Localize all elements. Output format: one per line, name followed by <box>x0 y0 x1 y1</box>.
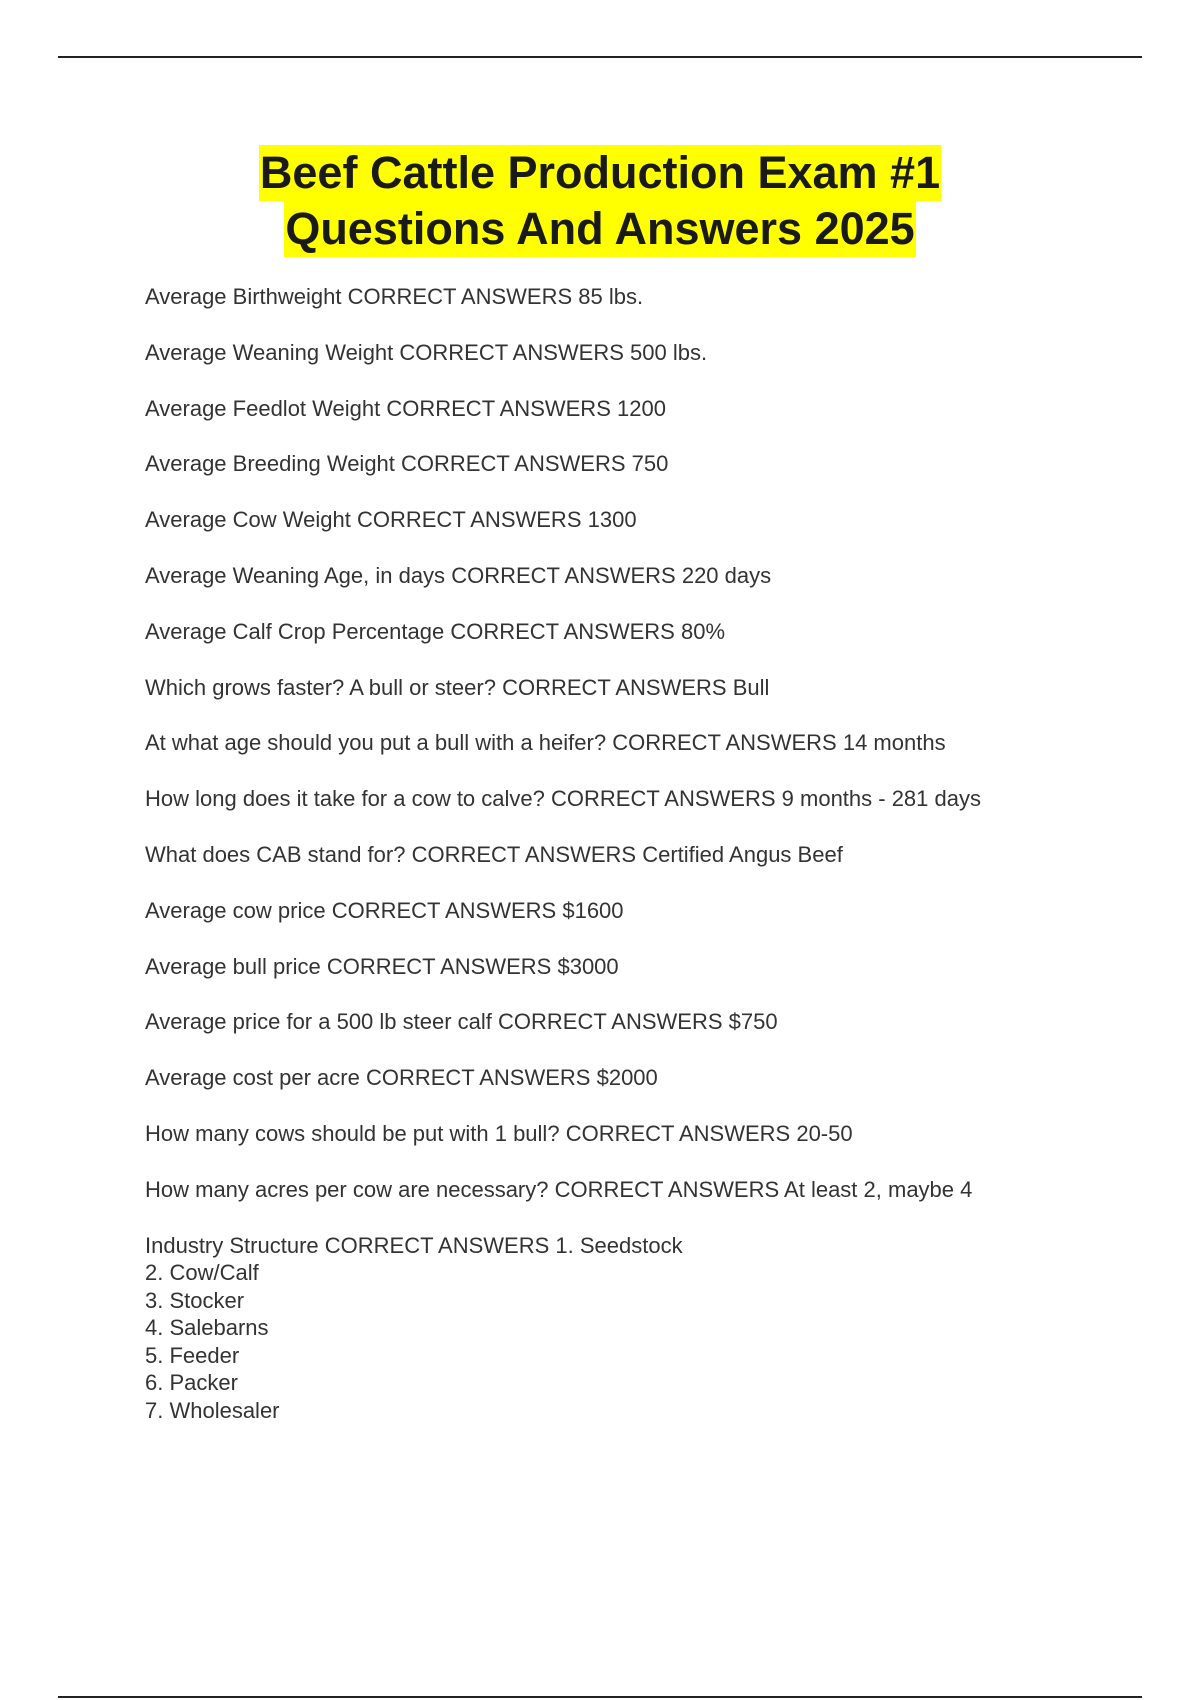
answer-text: 14 months <box>842 730 946 756</box>
answer-marker: CORRECT ANSWERS <box>565 1120 791 1146</box>
question-text: Industry Structure <box>145 1232 319 1258</box>
qa-item <box>145 1120 1145 1148</box>
answer-text: 85 lbs. <box>578 284 644 309</box>
answer-text: 80% <box>680 618 726 644</box>
answer-marker: CORRECT ANSWERS <box>502 674 727 700</box>
question-text: How many cows should be put with 1 bull? <box>145 1120 560 1146</box>
answer-text: 500 lbs. <box>630 339 708 365</box>
answer-text: $1600 <box>562 897 624 923</box>
question-text: Average price for a 500 lb steer calf <box>145 1009 492 1035</box>
question-text: How long does it take for a cow to calve? <box>145 786 545 812</box>
question-text: Average Birthweight <box>145 284 342 309</box>
qa-item <box>145 395 1145 423</box>
answer-text: 1200 <box>617 395 666 421</box>
qa-item <box>145 450 1145 478</box>
answer-text: Bull <box>732 674 770 700</box>
qa-item <box>145 283 1145 311</box>
industry-step: 2. Cow/Calf <box>145 1260 259 1286</box>
question-text: Average Breeding Weight <box>145 451 395 477</box>
answer-text: $750 <box>728 1009 778 1035</box>
industry-step: 5. Feeder <box>145 1342 240 1368</box>
question-text: Average cost per acre <box>145 1065 360 1091</box>
qa-item <box>145 562 1145 590</box>
answer-text: 1. Seedstock <box>555 1232 683 1258</box>
qa-item <box>145 897 1145 925</box>
document-title <box>0 145 1200 257</box>
answer-marker: CORRECT ANSWERS <box>326 953 552 979</box>
answer-marker: CORRECT ANSWERS <box>612 730 837 756</box>
answer-marker: CORRECT ANSWERS <box>451 562 676 588</box>
question-text: How many acres per cow are necessary? <box>145 1176 549 1202</box>
question-text: Average cow price <box>145 897 326 923</box>
industry-step: 3. Stocker <box>145 1287 245 1313</box>
question-text: Average Feedlot Weight <box>145 395 381 421</box>
qa-item <box>145 506 1145 534</box>
answer-text: 1300 <box>587 507 637 533</box>
answer-text: 20-50 <box>796 1120 853 1146</box>
answer-marker: CORRECT ANSWERS <box>324 1232 550 1258</box>
qa-item <box>145 674 1145 702</box>
industry-first-line <box>145 1232 1145 1260</box>
answer-marker: CORRECT ANSWERS <box>554 1176 780 1202</box>
answer-marker: CORRECT ANSWERS <box>356 507 582 533</box>
answer-marker: CORRECT ANSWERS <box>551 786 776 812</box>
answer-text: 220 days <box>681 562 772 588</box>
industry-step: 4. Salebarns <box>145 1315 269 1341</box>
answer-marker: CORRECT ANSWERS <box>386 395 611 421</box>
answer-marker: CORRECT ANSWERS <box>450 618 675 644</box>
qa-item-industry-structure <box>145 1232 1145 1425</box>
footer-rule <box>58 1696 1142 1698</box>
answer-marker: CORRECT ANSWERS <box>399 339 624 365</box>
qa-item <box>145 1008 1145 1036</box>
title-line-2: Questions And Answers 2025 <box>284 201 915 257</box>
answer-text: 750 <box>631 451 669 477</box>
answer-marker: CORRECT ANSWERS <box>411 841 637 867</box>
question-text: Average Cow Weight <box>145 507 351 533</box>
qa-item <box>145 953 1145 981</box>
industry-step: 6. Packer <box>145 1370 238 1396</box>
answer-marker: CORRECT ANSWERS <box>498 1009 723 1035</box>
question-text: Average Weaning Age, in days <box>145 562 446 588</box>
answer-marker: CORRECT ANSWERS <box>347 284 573 309</box>
qa-item <box>145 785 1145 813</box>
answer-text: $3000 <box>557 953 619 979</box>
industry-step: 7. Wholesaler <box>145 1397 280 1423</box>
qa-item <box>145 1064 1145 1092</box>
answer-text: Certified Angus Beef <box>642 841 843 867</box>
answer-text: $2000 <box>596 1065 658 1091</box>
question-text: Average Weaning Weight <box>145 339 394 365</box>
question-text: At what age should you put a bull with a heifer? <box>145 730 607 756</box>
title-line-1: Beef Cattle Production Exam #1 <box>259 145 941 201</box>
header-rule <box>58 56 1142 58</box>
answer-marker: CORRECT ANSWERS <box>401 451 626 477</box>
answer-marker: CORRECT ANSWERS <box>331 897 557 923</box>
question-text: Average Calf Crop Percentage <box>145 618 445 644</box>
qa-item <box>145 841 1145 869</box>
question-text: Average bull price <box>145 953 321 979</box>
qa-item <box>145 339 1145 367</box>
answer-text: At least 2, maybe 4 <box>784 1176 973 1202</box>
answer-text: 9 months - 281 days <box>781 786 981 812</box>
qa-item <box>145 618 1145 646</box>
qa-item <box>145 729 1145 757</box>
answer-marker: CORRECT ANSWERS <box>365 1065 591 1091</box>
question-text: Which grows faster? A bull or steer? <box>145 674 496 700</box>
question-text: What does CAB stand for? <box>145 841 406 867</box>
qa-item <box>145 1176 1145 1204</box>
qa-list <box>145 283 1145 1424</box>
